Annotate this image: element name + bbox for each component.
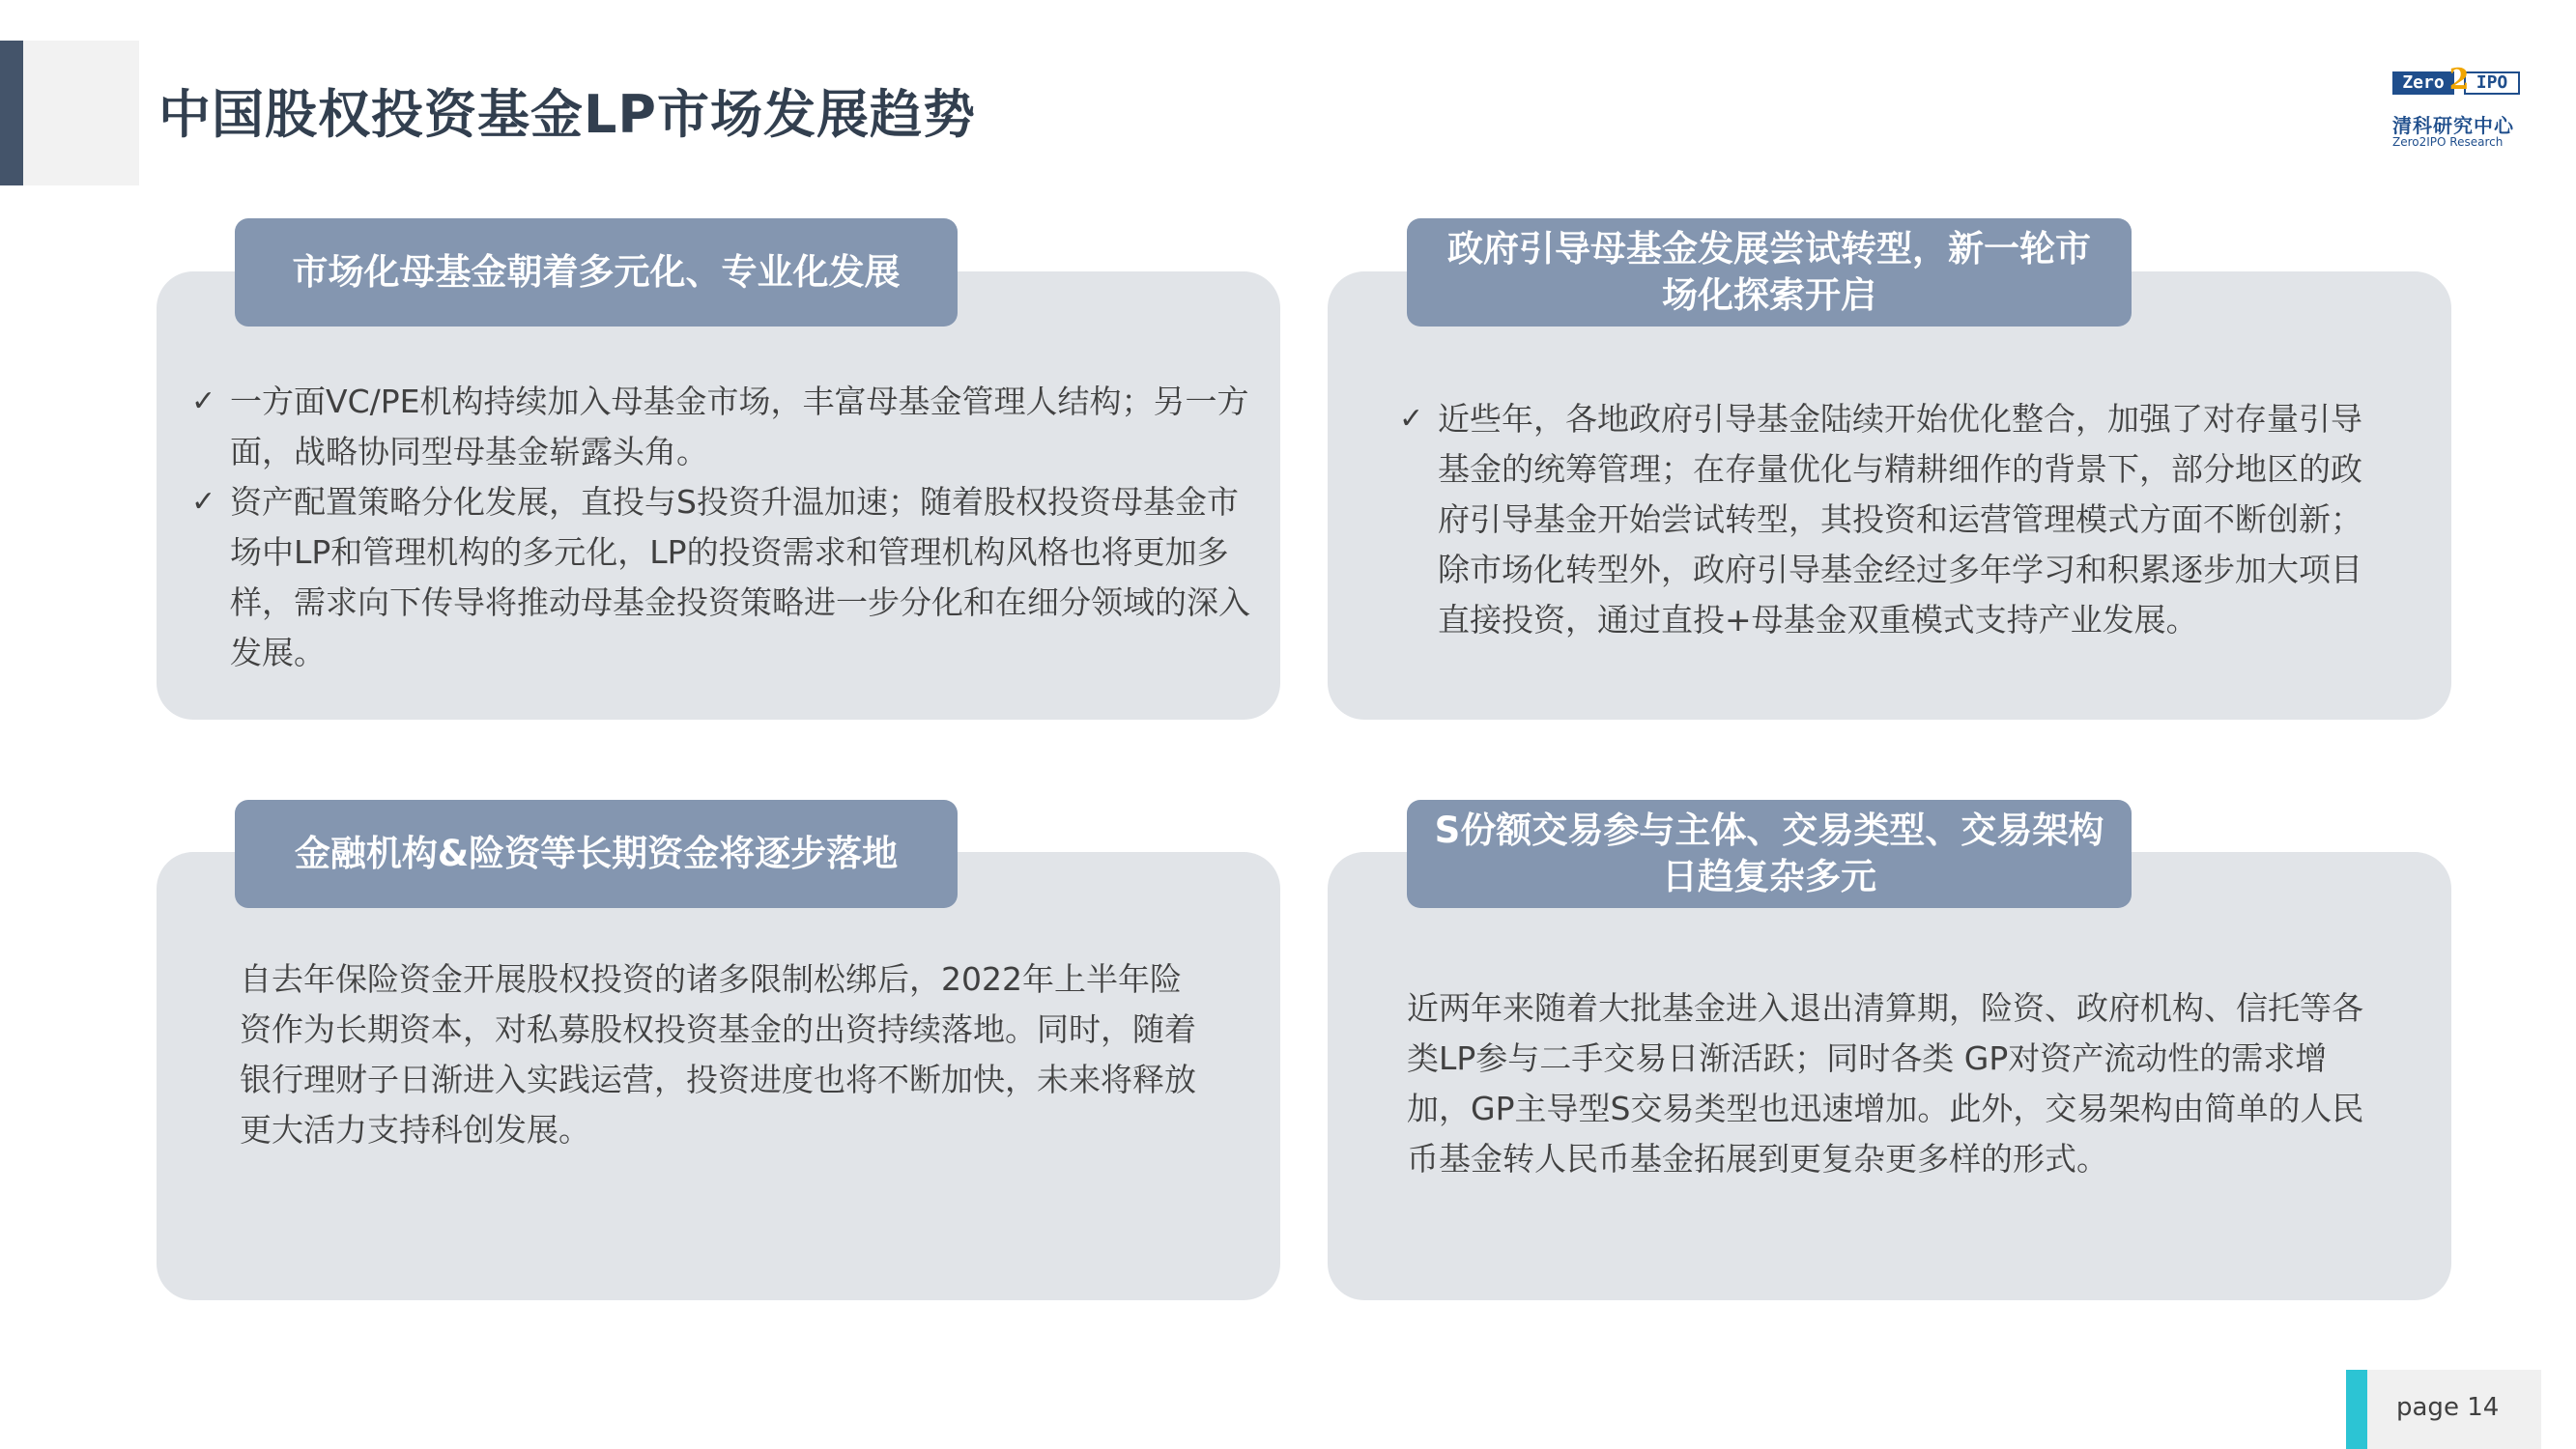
page-tag-accent-bar <box>2346 1370 2367 1449</box>
card-s-share-transactions-text: 近两年来随着大批基金进入退出清算期，险资、政府机构、信托等各类LP参与二手交易日渐活跃；同时各类 GP对资产流动性的需求增加，GP主导型S交易类型也迅速增加。此外，交易架构由简单的人民币基金转人民币基金拓展到更复杂更多样的形式。 <box>1407 989 2364 1178</box>
zero2ipo-logo <box>2389 63 2533 153</box>
bullet-text: 资产配置策略分化发展，直投与S投资升温加速；随着股权投资母基金市场中LP和管理机构的多元化，LP的投资需求和管理机构风格也将更加多样，需求向下传导将推动母基金投资策略进一步分化和在细分领域的深入发展。 <box>230 483 1250 671</box>
logo-mark-left: Zero <box>2392 71 2454 95</box>
title-background-block <box>23 41 139 185</box>
card-gov-guided-fof-heading: 政府引导母基金发展尝试转型，新一轮市场化探索开启 <box>1407 218 2132 327</box>
checkmark-icon: ✓ <box>191 384 216 418</box>
card-gov-guided-fof-bullets <box>1399 394 2365 645</box>
bullet-item <box>191 377 1254 477</box>
bullet-item <box>191 477 1254 678</box>
page-title: 中国股权投资基金LP市场发展趋势 <box>158 84 976 145</box>
logo-mark-right: IPO <box>2464 71 2520 95</box>
logo-mark <box>2392 63 2520 99</box>
page-number-tag <box>2346 1370 2541 1449</box>
bullet-text: 近些年，各地政府引导基金陆续开始优化整合，加强了对存量引导基金的统筹管理；在存量优化与精耕细作的背景下，部分地区的政府引导基金开始尝试转型，其投资和运营管理模式方面不断创新；除市场化转型外，政府引导基金经过多年学习和积累逐步加大项目直接投资，通过直投+母基金双重模式支持产业发展。 <box>1438 400 2362 639</box>
card-financial-institutions-text: 自去年保险资金开展股权投资的诸多限制松绑后，2022年上半年险资作为长期资本，对私募股权投资基金的出资持续落地。同时，随着银行理财子日渐进入实践运营，投资进度也将不断加快，未来将释放更大活力支持科创发展。 <box>240 960 1196 1149</box>
card-s-share-transactions-heading: S份额交易参与主体、交易类型、交易架构日趋复杂多元 <box>1407 800 2132 908</box>
logo-english-name: Zero2IPO Research <box>2392 135 2504 149</box>
checkmark-icon: ✓ <box>1399 402 1424 436</box>
card-market-fof-heading: 市场化母基金朝着多元化、专业化发展 <box>235 218 958 327</box>
card-market-fof-bullets <box>191 377 1254 678</box>
page-number: page 14 <box>2396 1393 2500 1422</box>
corner-accent-bar <box>0 41 23 185</box>
checkmark-icon: ✓ <box>191 485 216 519</box>
bullet-text: 一方面VC/PE机构持续加入母基金市场，丰富母基金管理人结构；另一方面，战略协同型母基金崭露头角。 <box>230 383 1249 470</box>
card-financial-institutions-heading: 金融机构&险资等长期资金将逐步落地 <box>235 800 958 908</box>
logo-mark-two: 2 <box>2448 63 2470 97</box>
logo-chinese-name: 清科研究中心 <box>2392 114 2514 137</box>
bullet-item <box>1399 394 2365 645</box>
